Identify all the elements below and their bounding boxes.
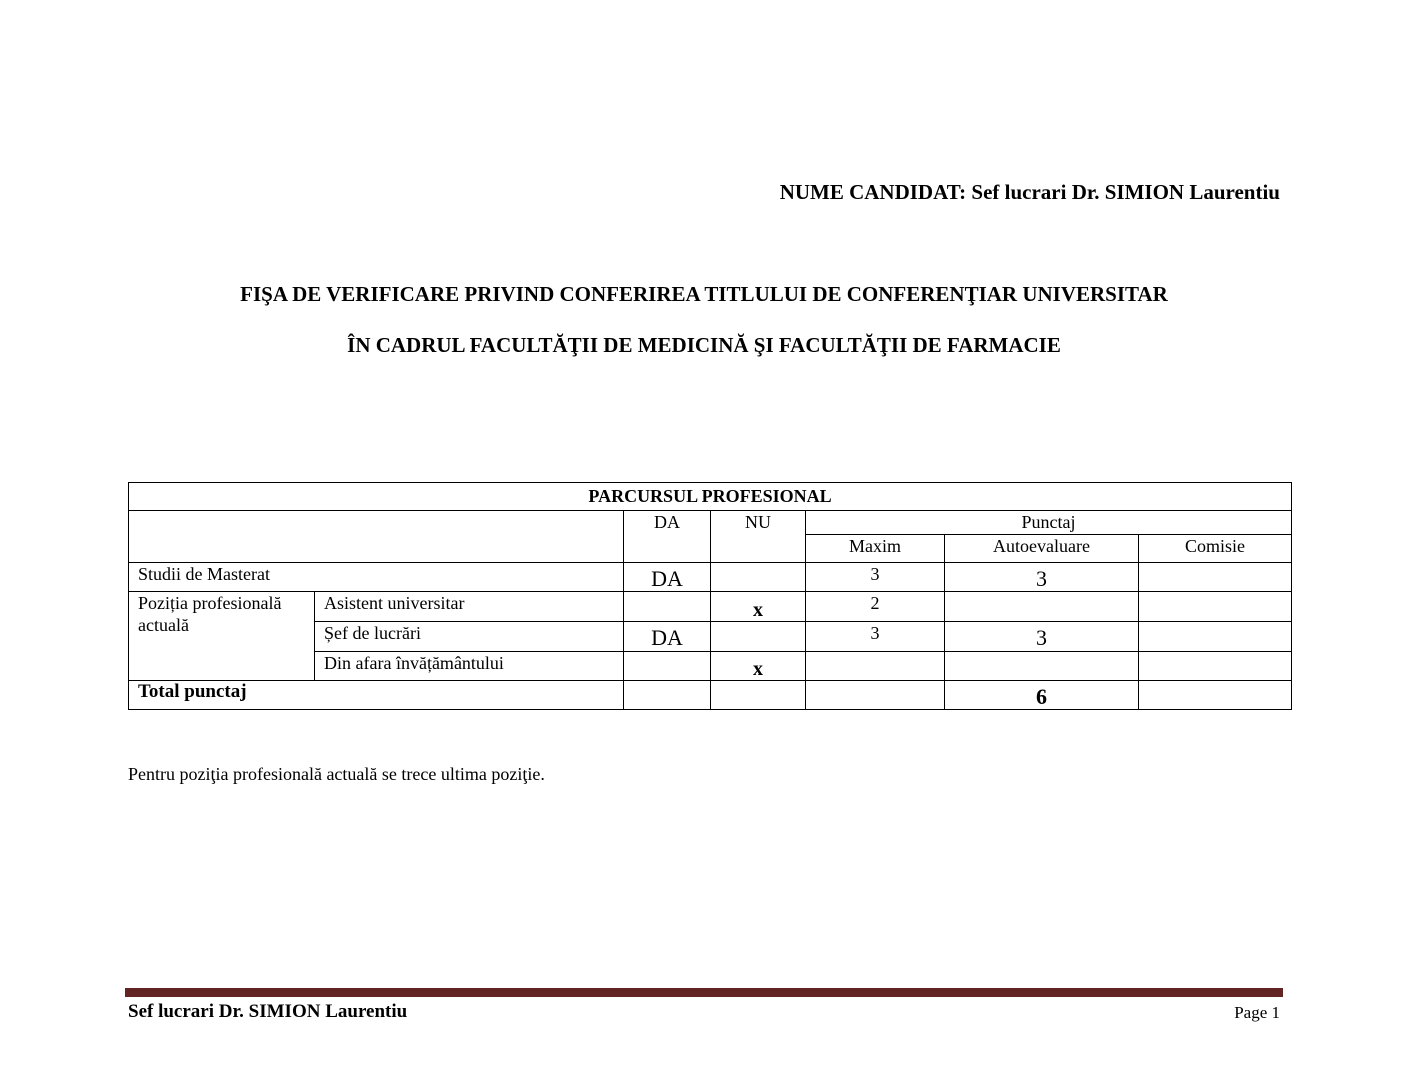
header-maxim: Maxim: [806, 535, 945, 563]
row-label: Studii de Masterat: [129, 563, 624, 592]
auto-cell: 3: [945, 622, 1139, 652]
total-label: Total punctaj: [129, 681, 624, 710]
maxim-cell: [806, 652, 945, 681]
header-comisie: Comisie: [1139, 535, 1292, 563]
maxim-cell: 3: [806, 622, 945, 652]
da-cell: DA: [624, 622, 711, 652]
document-title-line2: ÎN CADRUL FACULTĂŢII DE MEDICINĂ ŞI FACULTĂŢII DE FARMACIE: [347, 333, 1061, 357]
header-nu: NU: [711, 511, 806, 563]
table-row: [129, 592, 1292, 622]
total-auto-cell: 6: [945, 681, 1139, 710]
nu-cell: [711, 681, 806, 710]
da-cell: [624, 652, 711, 681]
comisie-cell: [1139, 681, 1292, 710]
comisie-cell: [1139, 592, 1292, 622]
total-row: [129, 681, 1292, 710]
empty-header-cell: [129, 511, 624, 563]
nu-cell: x: [711, 592, 806, 622]
footer-author: Sef lucrari Dr. SIMION Laurentiu: [128, 1001, 408, 1022]
comisie-cell: [1139, 622, 1292, 652]
maxim-cell: 3: [806, 563, 945, 592]
auto-cell: [945, 652, 1139, 681]
footer-divider: [125, 988, 1283, 997]
nu-cell: [711, 563, 806, 592]
da-cell: DA: [624, 563, 711, 592]
da-cell: [624, 592, 711, 622]
nu-cell: x: [711, 652, 806, 681]
professional-path-table: [128, 482, 1292, 710]
auto-cell: 3: [945, 563, 1139, 592]
nu-cell: [711, 622, 806, 652]
header-punctaj: Punctaj: [806, 511, 1292, 535]
row-label: Asistent universitar: [315, 592, 624, 622]
comisie-cell: [1139, 563, 1292, 592]
header-autoevaluare: Autoevaluare: [945, 535, 1139, 563]
header-da: DA: [624, 511, 711, 563]
page-number: Page 1: [1234, 1003, 1280, 1022]
da-cell: [624, 681, 711, 710]
maxim-cell: [806, 681, 945, 710]
auto-cell: [945, 592, 1139, 622]
comisie-cell: [1139, 652, 1292, 681]
table-caption: PARCURSUL PROFESIONAL: [129, 483, 1292, 511]
candidate-name: NUME CANDIDAT: Sef lucrari Dr. SIMION Laurentiu: [779, 180, 1280, 204]
row-label: Din afara învățământului: [315, 652, 624, 681]
group-label: Poziția profesională actuală: [129, 592, 315, 681]
table-row: [129, 563, 1292, 592]
maxim-cell: 2: [806, 592, 945, 622]
footnote: Pentru poziţia profesională actuală se trece ultima poziţie.: [128, 764, 545, 784]
row-label: Șef de lucrări: [315, 622, 624, 652]
document-title-line1: FIŞA DE VERIFICARE PRIVIND CONFERIREA TITLULUI DE CONFERENŢIAR UNIVERSITAR: [240, 282, 1168, 306]
